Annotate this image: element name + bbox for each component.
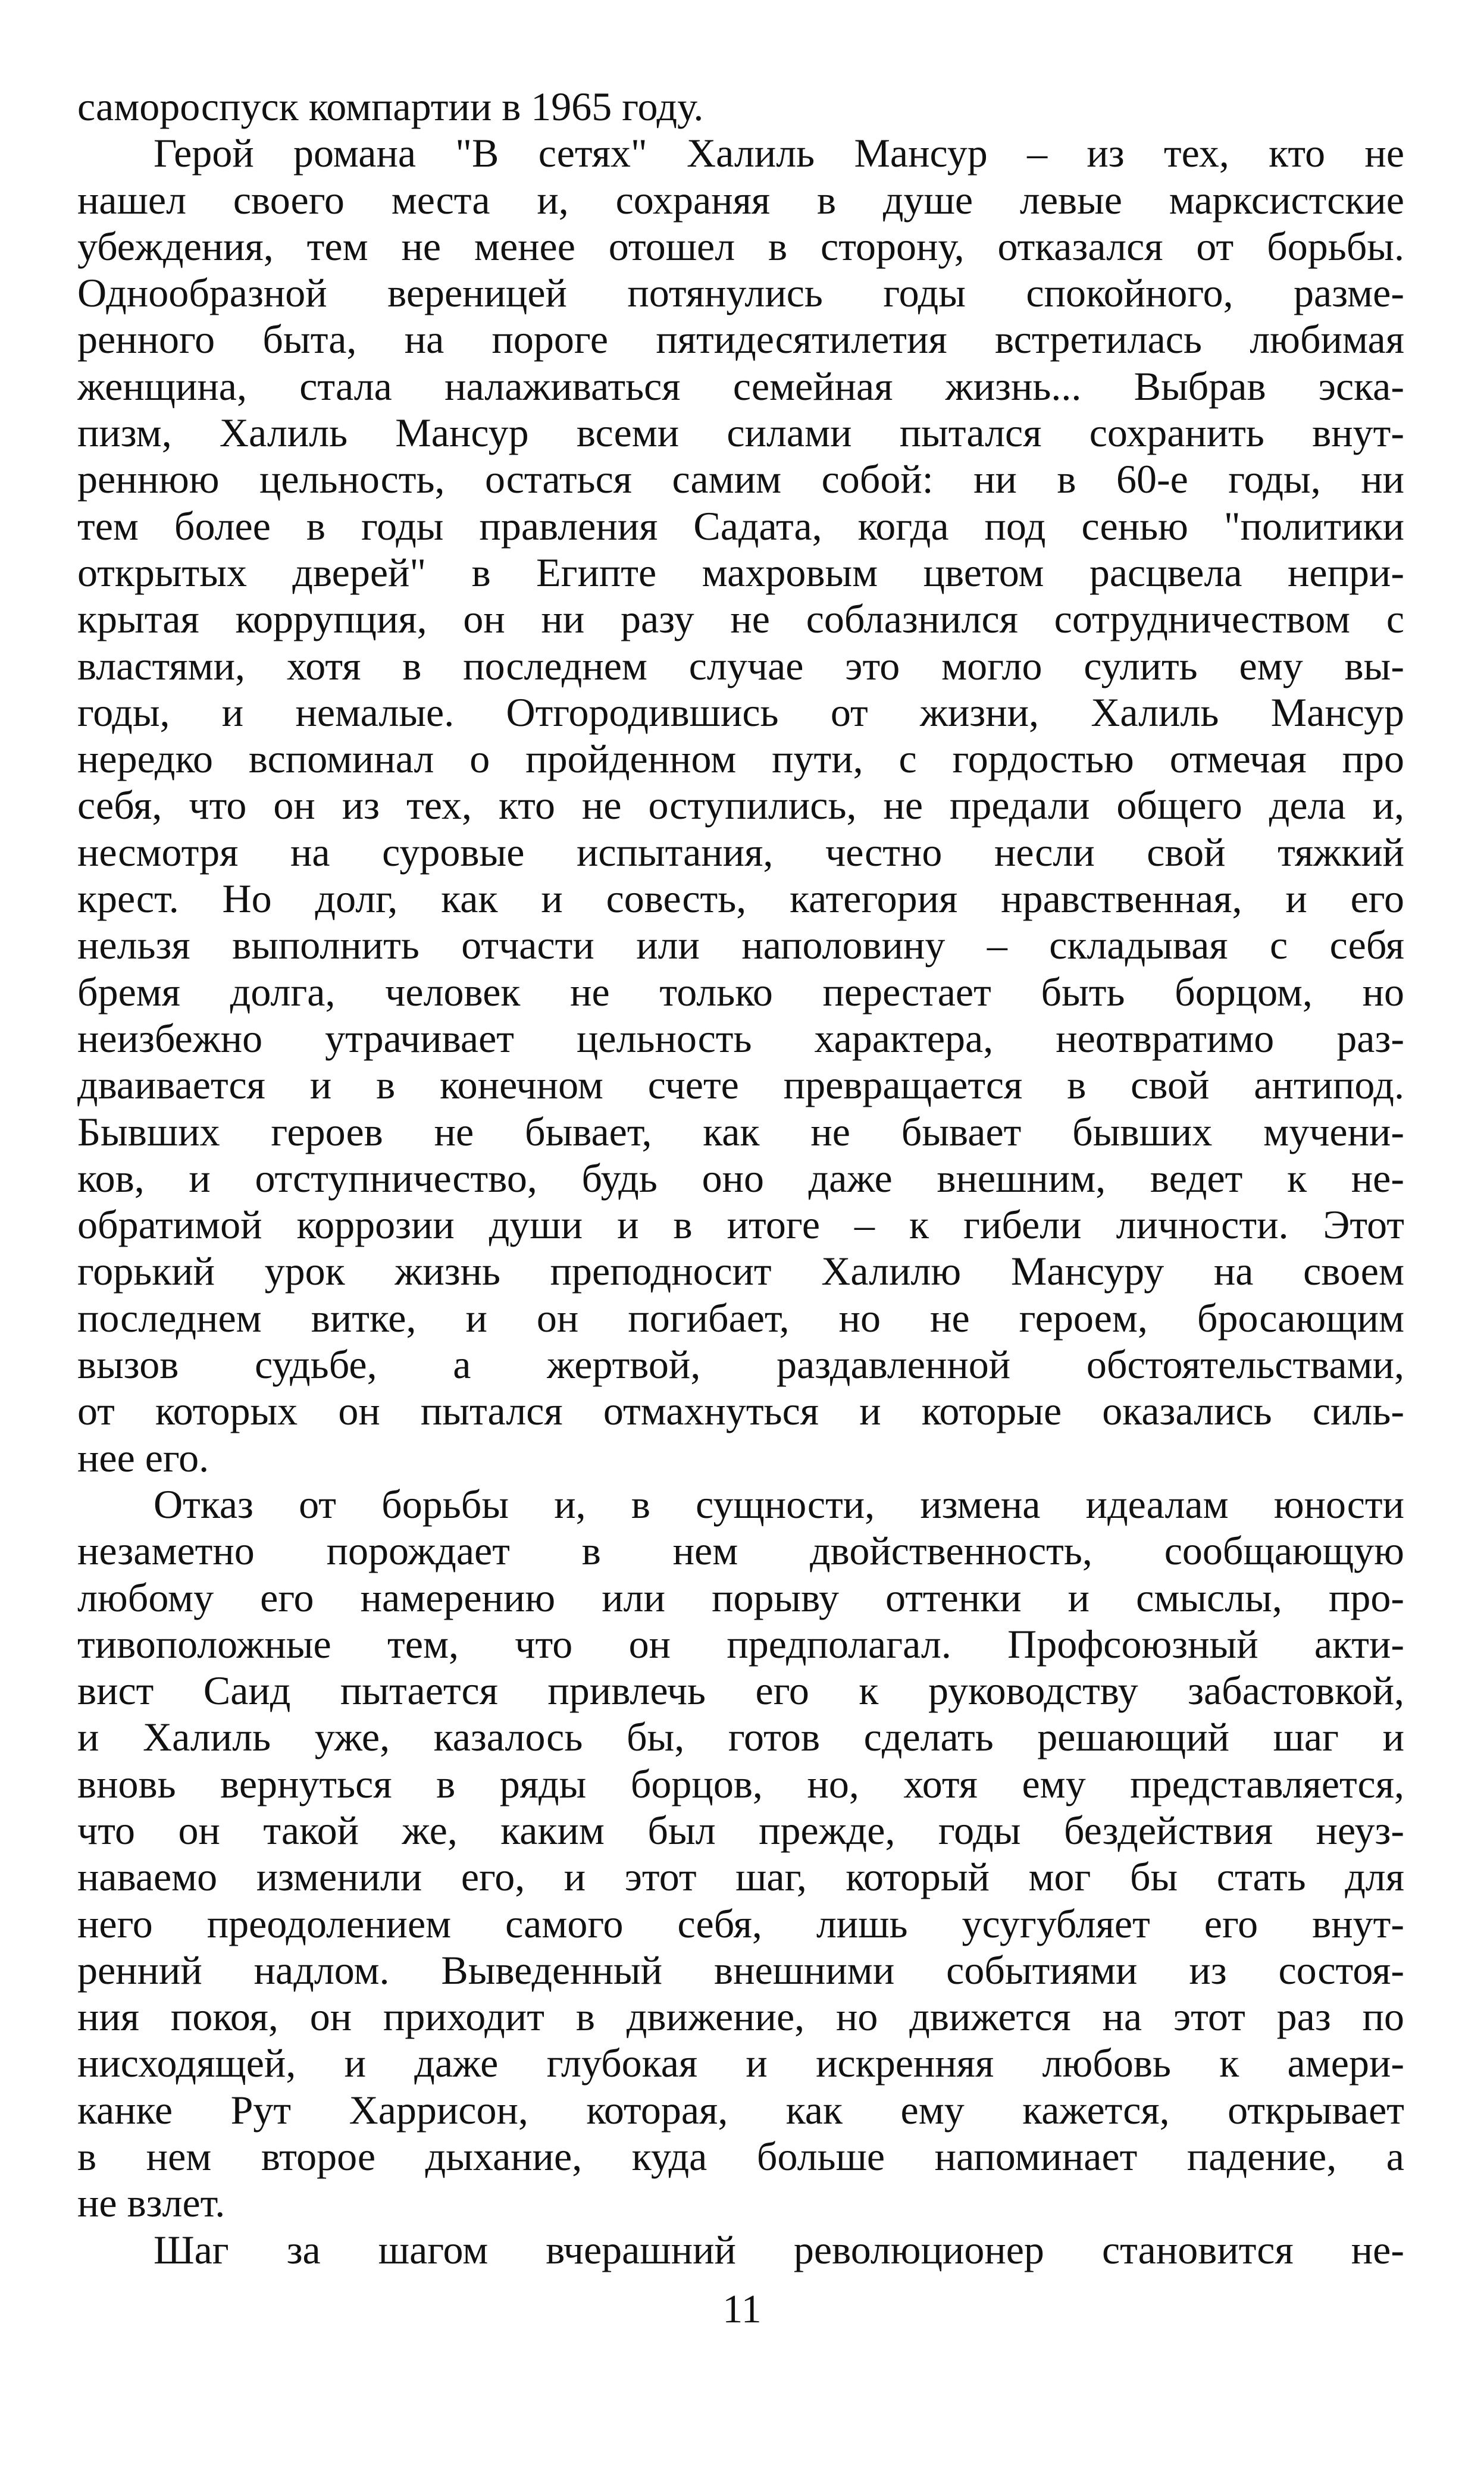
- text-line: себя, что он из тех, кто не оступились, не предали общего дела и,: [77, 782, 1404, 828]
- text-line: реннюю цельность, остаться самим собой: ни в 60-е годы, ни: [77, 456, 1404, 502]
- text-line: любому его намерению или порыву оттенки и смыслы, про-: [77, 1574, 1404, 1620]
- text-line: крест. Но долг, как и совесть, категория нравственная, и его: [77, 876, 1404, 922]
- text-line: вист Саид пытается привлечь его к руководству забастовкой,: [77, 1668, 1404, 1714]
- text-line: годы, и немалые. Отгородившись от жизни, Халиль Мансур: [77, 689, 1404, 735]
- text-line: крытая коррупция, он ни разу не соблазнился сотрудничеством с: [77, 596, 1404, 642]
- text-line: ков, и отступничество, будь оно даже внешним, ведет к не-: [77, 1155, 1404, 1201]
- text-line: Герой романа "В сетях" Халиль Мансур – из тех, кто не: [154, 130, 1404, 176]
- text-line: наваемо изменили его, и этот шаг, который мог бы стать для: [77, 1854, 1404, 1900]
- text-line: дваивается и в конечном счете превращается в свой антипод.: [77, 1062, 1404, 1108]
- text-line: убеждения, тем не менее отошел в сторону, отказался от борьбы.: [77, 223, 1404, 269]
- text-line: нередко вспоминал о пройденном пути, с гордостью отмечая про: [77, 736, 1404, 782]
- text-line: него преодолением самого себя, лишь усугубляет его внут-: [77, 1900, 1404, 1946]
- text-line: что он такой же, каким был прежде, годы бездействия неуз-: [77, 1807, 1404, 1853]
- text-line: ренний надлом. Выведенный внешними событиями из состоя-: [77, 1947, 1404, 1993]
- text-line: нельзя выполнить отчасти или наполовину – складывая с себя: [77, 922, 1404, 968]
- text-line: несмотря на суровые испытания, честно несли свой тяжкий: [77, 829, 1404, 875]
- text-line: и Халиль уже, казалось бы, готов сделать решающий шаг и: [77, 1714, 1404, 1760]
- text-line: самороспуск компартии в 1965 году.: [77, 84, 704, 129]
- text-line: властями, хотя в последнем случае это могло сулить ему вы-: [77, 643, 1404, 688]
- text-line: в нем второе дыхание, куда больше напоминает падение, а: [77, 2134, 1404, 2180]
- text-line: от которых он пытался отмахнуться и которые оказались силь-: [77, 1388, 1404, 1434]
- text-line: обратимой коррозии души и в итоге – к гибели личности. Этот: [77, 1202, 1404, 1248]
- text-line: бремя долга, человек не только перестает быть борцом, но: [77, 969, 1404, 1015]
- text-line: ния покоя, он приходит в движение, но движется на этот раз по: [77, 1994, 1404, 2040]
- text-line: открытых дверей" в Египте махровым цветом расцвела непри-: [77, 549, 1404, 595]
- text-line: тивоположные тем, что он предполагал. Профсоюзный акти-: [77, 1621, 1404, 1667]
- text-line: Однообразной вереницей потянулись годы спокойного, разме-: [77, 270, 1404, 316]
- text-line: незаметно порождает в нем двойственность, сообщающую: [77, 1528, 1404, 1574]
- text-line: канке Рут Харрисон, которая, как ему кажется, открывает: [77, 2087, 1404, 2133]
- text-line: тем более в годы правления Садата, когда под сенью "политики: [77, 503, 1404, 549]
- text-line: не взлет.: [77, 2180, 226, 2226]
- text-line: нее его.: [77, 1435, 209, 1480]
- text-line: нашел своего места и, сохраняя в душе левые марксистские: [77, 177, 1404, 223]
- text-line: вновь вернуться в ряды борцов, но, хотя ему представляется,: [77, 1761, 1404, 1806]
- text-line: неизбежно утрачивает цельность характера, неотвратимо раз-: [77, 1015, 1404, 1061]
- text-line: Бывших героев не бывает, как не бывает бывших мучени-: [77, 1109, 1404, 1154]
- text-line: нисходящей, и даже глубокая и искренняя любовь к амери-: [77, 2040, 1404, 2086]
- body-text: [77, 83, 1404, 2273]
- text-line: вызов судьбе, а жертвой, раздавленной обстоятельствами,: [77, 1342, 1404, 1388]
- text-line: ренного быта, на пороге пятидесятилетия встретилась любимая: [77, 317, 1404, 362]
- text-line: женщина, стала налаживаться семейная жизнь... Выбрав эска-: [77, 363, 1404, 409]
- text-line: последнем витке, и он погибает, но не героем, бросающим: [77, 1295, 1404, 1341]
- text-line: Шаг за шагом вчерашний революционер становится не-: [154, 2227, 1404, 2272]
- text-line: Отказ от борьбы и, в сущности, измена идеалам юности: [154, 1481, 1404, 1527]
- text-line: горький урок жизнь преподносит Халилю Мансуру на своем: [77, 1248, 1404, 1294]
- page-number: 11: [722, 2286, 762, 2331]
- text-line: пизм, Халиль Мансур всеми силами пытался сохранить внут-: [77, 410, 1404, 456]
